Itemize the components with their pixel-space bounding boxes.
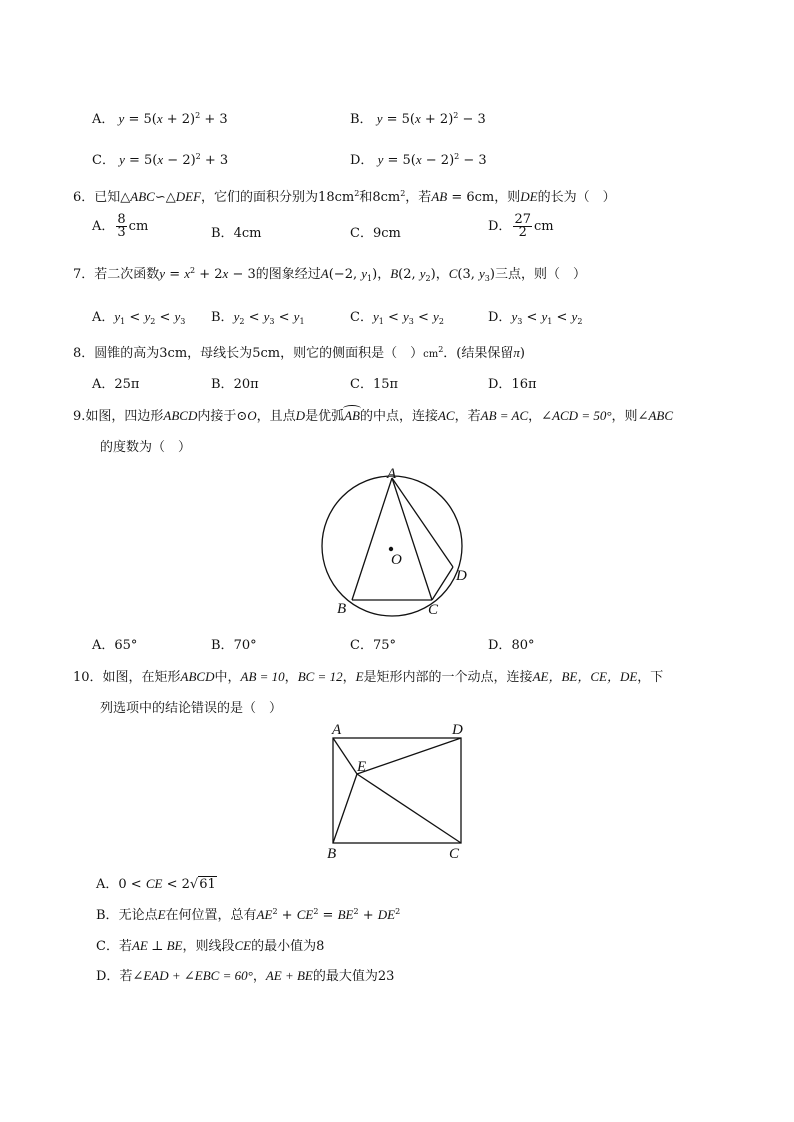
segment-ce: [357, 774, 461, 843]
q5-option-b: B． $y = 5(x + 2)^2 - 3$: [350, 111, 486, 127]
q9-option-d: D．80°: [488, 638, 535, 653]
label-a: A: [387, 466, 397, 482]
q10-option-d: D．若∠EAD + ∠EBC = 60°，AE + BE的最大值为23: [96, 968, 395, 984]
label-o: O: [391, 552, 402, 568]
label-c: C: [449, 846, 460, 862]
label-a: A: [332, 722, 342, 738]
label-b: B: [337, 601, 347, 617]
circle-o: [322, 476, 462, 616]
label-c: C: [428, 602, 439, 618]
q10-option-b: B．无论点E在何位置，总有$AE^2 + CE^2 = BE^2 + DE^2$: [96, 907, 401, 923]
q10-option-a: A．0 < CE < 2√61: [96, 876, 216, 892]
q9-option-a: A．65°: [92, 638, 138, 653]
q7-stem: 7．若二次函数$y = x^2 + 2x - 3$的图象经过A(−2, $y_1$)，B(2, $y_2$)，C(3, $y_3$)三点，则（ ）: [73, 266, 586, 283]
center-point: [389, 547, 393, 551]
q10-stem: 10．如图，在矩形ABCD中，AB = 10，BC = 12，E是矩形内部的一个动点，连接AE，BE，CE，DE，下: [73, 669, 664, 685]
label-b: B: [327, 846, 337, 862]
q9-stem-line2: 的度数为（ ）: [100, 440, 192, 455]
label-e: E: [357, 759, 367, 775]
q9-option-b: B．70°: [211, 638, 257, 653]
q10-option-c: C．若AE ⊥ BE，则线段CE的最小值为8: [96, 938, 325, 954]
label-d: D: [452, 722, 463, 738]
q9-stem: 9.如图，四边形ABCD内接于⊙O，且点D是优弧AB的中点，连接AC，若AB = AC，∠ACD = 50°，则∠ABC: [73, 408, 674, 424]
q5-option-c: C． $y = 5(x - 2)^2 + 3$: [92, 152, 229, 168]
q7-option-a: A．$y_1 < y_2 < y_3$: [92, 309, 186, 326]
segment-de: [357, 738, 461, 774]
q7-option-b: B．$y_2 < y_3 < y_1$: [211, 309, 305, 326]
q8-stem: 8．圆锥的高为3cm，母线长为5cm，则它的侧面积是（ ）$cm^2$．(结果保留π): [73, 345, 525, 361]
q9-circle-diagram: [315, 462, 480, 622]
q5-option-a: A． $y = 5(x + 2)^2 + 3$: [92, 111, 228, 127]
q5-option-d: D． $y = 5(x - 2)^2 - 3$: [350, 152, 487, 168]
segment-ac: [392, 478, 432, 600]
segment-be: [333, 774, 357, 843]
q9-option-c: C．75°: [350, 638, 396, 653]
q7-option-d: D．$y_3 < y_1 < y_2$: [488, 309, 583, 326]
q6-option-a: A． $\frac{8}{3}$ cm: [92, 212, 149, 240]
q6-option-d: D． $\frac{27}{2}$ cm: [488, 212, 554, 240]
q8-option-b: B．20π: [211, 377, 259, 392]
q8-option-d: D．16π: [488, 377, 537, 392]
q10-rectangle-diagram: [322, 716, 472, 864]
q8-option-c: C．15π: [350, 377, 399, 392]
label-d: D: [456, 568, 467, 584]
q10-stem-line2: 列选项中的结论错误的是（ ）: [100, 701, 283, 716]
q6-stem: 6．已知△ABC∽△DEF，它们的面积分别为$18cm^2$和$8cm^2$，若AB = 6cm，则DE的长为（ ）: [73, 189, 616, 205]
q8-option-a: A．25π: [92, 377, 140, 392]
rectangle-abcd: [333, 738, 461, 843]
segment-ab: [352, 478, 392, 600]
q6-option-c: C．9cm: [350, 226, 401, 241]
q7-option-c: C．$y_1 < y_3 < y_2$: [350, 309, 444, 326]
q6-option-b: B．4cm: [211, 226, 262, 241]
segment-ae: [333, 738, 357, 774]
